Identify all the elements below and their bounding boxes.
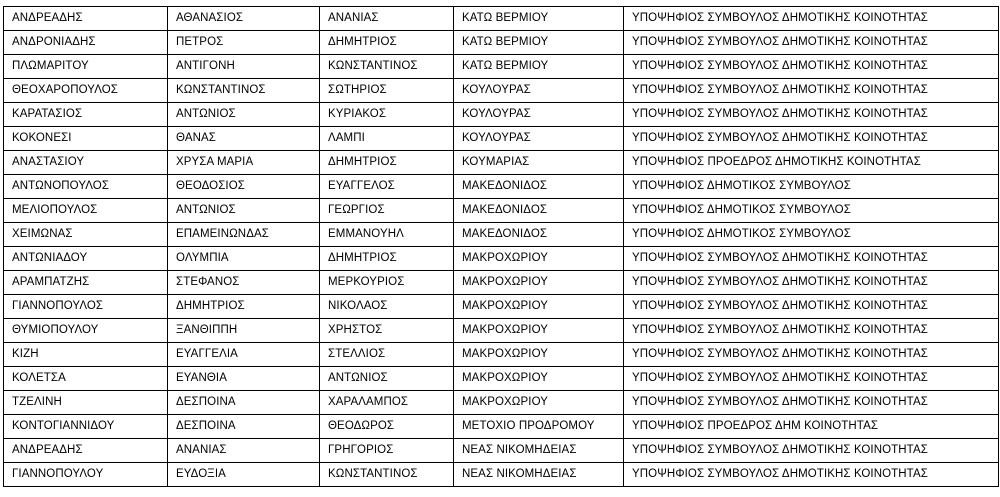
candidacy-cell: ΥΠΟΨΗΦΙΟΣ ΣΥΜΒΟΥΛΟΣ ΔΗΜΟΤΙΚΗΣ ΚΟΙΝΟΤΗΤΑΣ (624, 439, 999, 463)
surname-cell: ΧΕΙΜΩΝΑΣ (4, 223, 168, 247)
first-name-cell: ΑΝΤΙΓΟΝΗ (168, 55, 320, 79)
candidacy-cell: ΥΠΟΨΗΦΙΟΣ ΣΥΜΒΟΥΛΟΣ ΔΗΜΟΤΙΚΗΣ ΚΟΙΝΟΤΗΤΑΣ (624, 391, 999, 415)
community-cell: ΜΑΚΕΔΟΝΙΔΟΣ (454, 175, 624, 199)
surname-cell: ΘΥΜΙΟΠΟΥΛΟΥ (4, 319, 168, 343)
first-name-cell: ΕΥΑΓΓΕΛΙΑ (168, 343, 320, 367)
first-name-cell: ΕΥΔΟΞΙΑ (168, 463, 320, 487)
surname-cell: ΓΙΑΝΝΟΠΟΥΛΟΥ (4, 463, 168, 487)
community-cell: ΚΟΥΛΟΥΡΑΣ (454, 79, 624, 103)
table-row (4, 391, 999, 415)
community-cell: ΝΕΑΣ ΝΙΚΟΜΗΔΕΙΑΣ (454, 439, 624, 463)
candidacy-cell: ΥΠΟΨΗΦΙΟΣ ΣΥΜΒΟΥΛΟΣ ΔΗΜΟΤΙΚΗΣ ΚΟΙΝΟΤΗΤΑΣ (624, 295, 999, 319)
candidacy-cell: ΥΠΟΨΗΦΙΟΣ ΣΥΜΒΟΥΛΟΣ ΔΗΜΟΤΙΚΗΣ ΚΟΙΝΟΤΗΤΑΣ (624, 319, 999, 343)
community-cell: ΚΑΤΩ ΒΕΡΜΙΟΥ (454, 55, 624, 79)
candidacy-cell: ΥΠΟΨΗΦΙΟΣ ΔΗΜΟΤΙΚΟΣ ΣΥΜΒΟΥΛΟΣ (624, 199, 999, 223)
table-row (4, 343, 999, 367)
community-cell: ΜΑΚΡΟΧΩΡΙΟΥ (454, 247, 624, 271)
community-cell: ΚΟΥΛΟΥΡΑΣ (454, 103, 624, 127)
first-name-cell: ΠΕΤΡΟΣ (168, 31, 320, 55)
father-name-cell: ΔΗΜΗΤΡΙΟΣ (320, 247, 454, 271)
first-name-cell: ΘΕΟΔΟΣΙΟΣ (168, 175, 320, 199)
table-row (4, 175, 999, 199)
table-row (4, 271, 999, 295)
candidacy-cell: ΥΠΟΨΗΦΙΟΣ ΣΥΜΒΟΥΛΟΣ ΔΗΜΟΤΙΚΗΣ ΚΟΙΝΟΤΗΤΑΣ (624, 79, 999, 103)
table-row (4, 247, 999, 271)
table-row (4, 199, 999, 223)
father-name-cell: ΑΝΑΝΙΑΣ (320, 7, 454, 31)
first-name-cell: ΚΩΝΣΤΑΝΤΙΝΟΣ (168, 79, 320, 103)
community-cell: ΜΑΚΕΔΟΝΙΔΟΣ (454, 223, 624, 247)
candidacy-cell: ΥΠΟΨΗΦΙΟΣ ΔΗΜΟΤΙΚΟΣ ΣΥΜΒΟΥΛΟΣ (624, 175, 999, 199)
father-name-cell: ΚΩΝΣΤΑΝΤΙΝΟΣ (320, 55, 454, 79)
candidacy-cell: ΥΠΟΨΗΦΙΟΣ ΣΥΜΒΟΥΛΟΣ ΔΗΜΟΤΙΚΗΣ ΚΟΙΝΟΤΗΤΑΣ (624, 463, 999, 487)
surname-cell: ΑΝΑΣΤΑΣΙΟΥ (4, 151, 168, 175)
community-cell: ΜΑΚΕΔΟΝΙΔΟΣ (454, 199, 624, 223)
surname-cell: ΜΕΛΙΟΠΟΥΛΟΣ (4, 199, 168, 223)
table-row (4, 127, 999, 151)
first-name-cell: ΔΕΣΠΟΙΝΑ (168, 415, 320, 439)
surname-cell: ΚΟΛΕΤΣΑ (4, 367, 168, 391)
first-name-cell: ΞΑΝΘΙΠΠΗ (168, 319, 320, 343)
first-name-cell: ΟΛΥΜΠΙΑ (168, 247, 320, 271)
surname-cell: ΑΝΤΩΝΙΑΔΟΥ (4, 247, 168, 271)
father-name-cell: ΛΑΜΠΙ (320, 127, 454, 151)
community-cell: ΚΑΤΩ ΒΕΡΜΙΟΥ (454, 31, 624, 55)
first-name-cell: ΕΥΑΝΘΙΑ (168, 367, 320, 391)
candidacy-cell: ΥΠΟΨΗΦΙΟΣ ΣΥΜΒΟΥΛΟΣ ΔΗΜΟΤΙΚΗΣ ΚΟΙΝΟΤΗΤΑΣ (624, 247, 999, 271)
table-row (4, 367, 999, 391)
candidacy-cell: ΥΠΟΨΗΦΙΟΣ ΣΥΜΒΟΥΛΟΣ ΔΗΜΟΤΙΚΗΣ ΚΟΙΝΟΤΗΤΑΣ (624, 343, 999, 367)
candidates-table-body (4, 7, 999, 487)
father-name-cell: ΔΗΜΗΤΡΙΟΣ (320, 151, 454, 175)
table-row (4, 31, 999, 55)
first-name-cell: ΔΕΣΠΟΙΝΑ (168, 391, 320, 415)
first-name-cell: ΑΘΑΝΑΣΙΟΣ (168, 7, 320, 31)
father-name-cell: ΝΙΚΟΛΑΟΣ (320, 295, 454, 319)
father-name-cell: ΧΑΡΑΛΑΜΠΟΣ (320, 391, 454, 415)
father-name-cell: ΣΩΤΗΡΙΟΣ (320, 79, 454, 103)
candidacy-cell: ΥΠΟΨΗΦΙΟΣ ΣΥΜΒΟΥΛΟΣ ΔΗΜΟΤΙΚΗΣ ΚΟΙΝΟΤΗΤΑΣ (624, 55, 999, 79)
community-cell: ΜΑΚΡΟΧΩΡΙΟΥ (454, 295, 624, 319)
first-name-cell: ΑΝΤΩΝΙΟΣ (168, 199, 320, 223)
surname-cell: ΑΝΔΡΕΑΔΗΣ (4, 439, 168, 463)
father-name-cell: ΔΗΜΗΤΡΙΟΣ (320, 31, 454, 55)
father-name-cell: ΣΤΕΛΛΙΟΣ (320, 343, 454, 367)
surname-cell: ΚΑΡΑΤΑΣΙΟΣ (4, 103, 168, 127)
candidacy-cell: ΥΠΟΨΗΦΙΟΣ ΠΡΟΕΔΡΟΣ ΔΗΜ ΚΟΙΝΟΤΗΤΑΣ (624, 415, 999, 439)
first-name-cell: ΑΝΑΝΙΑΣ (168, 439, 320, 463)
first-name-cell: ΕΠΑΜΕΙΝΩΝΔΑΣ (168, 223, 320, 247)
table-row (4, 103, 999, 127)
father-name-cell: ΕΜΜΑΝΟΥΗΛ (320, 223, 454, 247)
father-name-cell: ΚΩΝΣΤΑΝΤΙΝΟΣ (320, 463, 454, 487)
father-name-cell: ΕΥΑΓΓΕΛΟΣ (320, 175, 454, 199)
first-name-cell: ΔΗΜΗΤΡΙΟΣ (168, 295, 320, 319)
candidacy-cell: ΥΠΟΨΗΦΙΟΣ ΣΥΜΒΟΥΛΟΣ ΔΗΜΟΤΙΚΗΣ ΚΟΙΝΟΤΗΤΑΣ (624, 271, 999, 295)
community-cell: ΜΑΚΡΟΧΩΡΙΟΥ (454, 319, 624, 343)
candidacy-cell: ΥΠΟΨΗΦΙΟΣ ΣΥΜΒΟΥΛΟΣ ΔΗΜΟΤΙΚΗΣ ΚΟΙΝΟΤΗΤΑΣ (624, 31, 999, 55)
community-cell: ΜΑΚΡΟΧΩΡΙΟΥ (454, 271, 624, 295)
table-row (4, 295, 999, 319)
table-row (4, 439, 999, 463)
surname-cell: ΑΡΑΜΠΑΤΖΗΣ (4, 271, 168, 295)
candidacy-cell: ΥΠΟΨΗΦΙΟΣ ΣΥΜΒΟΥΛΟΣ ΔΗΜΟΤΙΚΗΣ ΚΟΙΝΟΤΗΤΑΣ (624, 367, 999, 391)
surname-cell: ΠΛΩΜΑΡΙΤΟΥ (4, 55, 168, 79)
community-cell: ΝΕΑΣ ΝΙΚΟΜΗΔΕΙΑΣ (454, 463, 624, 487)
table-row (4, 223, 999, 247)
table-row (4, 151, 999, 175)
community-cell: ΜΑΚΡΟΧΩΡΙΟΥ (454, 391, 624, 415)
table-row (4, 79, 999, 103)
father-name-cell: ΜΕΡΚΟΥΡΙΟΣ (320, 271, 454, 295)
table-row (4, 415, 999, 439)
surname-cell: ΚΙΖΗ (4, 343, 168, 367)
community-cell: ΜΑΚΡΟΧΩΡΙΟΥ (454, 343, 624, 367)
table-row (4, 463, 999, 487)
surname-cell: ΑΝΔΡΟΝΙΑΔΗΣ (4, 31, 168, 55)
candidacy-cell: ΥΠΟΨΗΦΙΟΣ ΣΥΜΒΟΥΛΟΣ ΔΗΜΟΤΙΚΗΣ ΚΟΙΝΟΤΗΤΑΣ (624, 103, 999, 127)
surname-cell: ΚΟΝΤΟΓΙΑΝΝΙΔΟΥ (4, 415, 168, 439)
community-cell: ΚΑΤΩ ΒΕΡΜΙΟΥ (454, 7, 624, 31)
father-name-cell: ΘΕΟΔΩΡΟΣ (320, 415, 454, 439)
surname-cell: ΘΕΟΧΑΡΟΠΟΥΛΟΣ (4, 79, 168, 103)
father-name-cell: ΓΡΗΓΟΡΙΟΣ (320, 439, 454, 463)
first-name-cell: ΑΝΤΩΝΙΟΣ (168, 103, 320, 127)
first-name-cell: ΘΑΝΑΣ (168, 127, 320, 151)
father-name-cell: ΚΥΡΙΑΚΟΣ (320, 103, 454, 127)
community-cell: ΜΑΚΡΟΧΩΡΙΟΥ (454, 367, 624, 391)
surname-cell: ΑΝΔΡΕΑΔΗΣ (4, 7, 168, 31)
community-cell: ΜΕΤΟΧΙΟ ΠΡΟΔΡΟΜΟΥ (454, 415, 624, 439)
father-name-cell: ΧΡΗΣΤΟΣ (320, 319, 454, 343)
community-cell: ΚΟΥΛΟΥΡΑΣ (454, 127, 624, 151)
candidacy-cell: ΥΠΟΨΗΦΙΟΣ ΣΥΜΒΟΥΛΟΣ ΔΗΜΟΤΙΚΗΣ ΚΟΙΝΟΤΗΤΑΣ (624, 127, 999, 151)
candidacy-cell: ΥΠΟΨΗΦΙΟΣ ΣΥΜΒΟΥΛΟΣ ΔΗΜΟΤΙΚΗΣ ΚΟΙΝΟΤΗΤΑΣ (624, 7, 999, 31)
surname-cell: ΚΟΚΟΝΕΣΙ (4, 127, 168, 151)
father-name-cell: ΑΝΤΩΝΙΟΣ (320, 367, 454, 391)
community-cell: ΚΟΥΜΑΡΙΑΣ (454, 151, 624, 175)
first-name-cell: ΣΤΕΦΑΝΟΣ (168, 271, 320, 295)
surname-cell: ΑΝΤΩΝΟΠΟΥΛΟΣ (4, 175, 168, 199)
father-name-cell: ΓΕΩΡΓΙΟΣ (320, 199, 454, 223)
table-row (4, 55, 999, 79)
table-row (4, 319, 999, 343)
candidacy-cell: ΥΠΟΨΗΦΙΟΣ ΔΗΜΟΤΙΚΟΣ ΣΥΜΒΟΥΛΟΣ (624, 223, 999, 247)
table-row (4, 7, 999, 31)
surname-cell: ΤΖΕΛΙΝΗ (4, 391, 168, 415)
first-name-cell: ΧΡΥΣΑ ΜΑΡΙΑ (168, 151, 320, 175)
candidacy-cell: ΥΠΟΨΗΦΙΟΣ ΠΡΟΕΔΡΟΣ ΔΗΜΟΤΙΚΗΣ ΚΟΙΝΟΤΗΤΑΣ (624, 151, 999, 175)
surname-cell: ΓΙΑΝΝΟΠΟΥΛΟΣ (4, 295, 168, 319)
candidates-table (3, 6, 999, 487)
